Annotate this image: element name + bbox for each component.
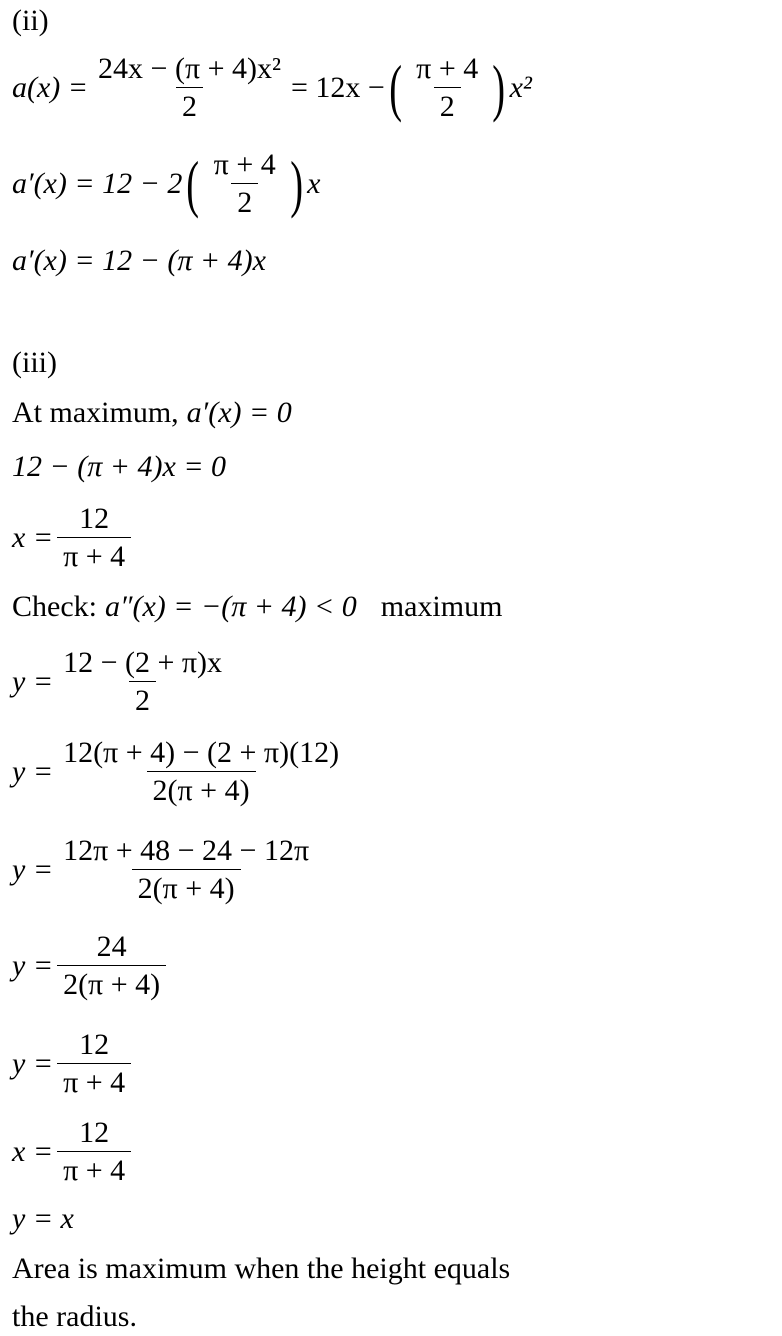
part-iii-label-text: (iii): [12, 346, 57, 379]
left-paren: (: [389, 51, 402, 123]
at-maximum-math: a′(x) = 0: [186, 396, 292, 429]
at-maximum-text: At maximum,: [12, 396, 179, 429]
fraction-denominator: π + 4: [57, 1063, 131, 1099]
y-lhs: y =: [12, 664, 54, 698]
x-lhs: x =: [12, 1134, 54, 1168]
solve-equation-line: [12, 450, 226, 484]
right-paren: ): [492, 51, 506, 123]
a-prime-tail: x: [307, 166, 321, 200]
fraction-denominator: 2(π + 4): [132, 869, 241, 905]
a-of-x-lhs: a(x) =: [12, 70, 89, 104]
at-maximum-line: [12, 396, 292, 430]
fraction-numerator: π + 4: [416, 52, 479, 85]
fraction-denominator: 2: [231, 183, 258, 219]
fraction: [57, 834, 315, 905]
a-prime-simplified: a′(x) = 12 − (π + 4)x: [12, 244, 266, 277]
fraction: [208, 148, 282, 219]
fraction-denominator: 2(π + 4): [57, 965, 166, 1001]
conclusion-line-2: [12, 1300, 137, 1334]
fraction-numerator: 24: [96, 930, 127, 963]
y-equals-x-line: [12, 1202, 74, 1236]
a-prime-lhs: a′(x) = 12 − 2: [12, 166, 183, 200]
check-line: [12, 590, 502, 624]
y-lhs: y =: [12, 948, 54, 982]
fraction-denominator: π + 4: [57, 537, 131, 573]
y-expression-2: [12, 736, 349, 807]
fraction: [410, 52, 484, 123]
x-lhs: x =: [12, 520, 54, 554]
y-expression-4: [12, 930, 170, 1001]
fraction: [57, 930, 166, 1001]
fraction-denominator: π + 4: [57, 1151, 131, 1187]
fraction-numerator: 12: [79, 1116, 110, 1149]
equation-a-prime-1: [12, 148, 320, 219]
fraction: [57, 1028, 131, 1099]
fraction-denominator: 2: [129, 681, 156, 717]
fraction: [57, 502, 131, 573]
y-equals-x: y = x: [12, 1202, 74, 1235]
y-expression-5: [12, 1028, 135, 1099]
fraction-numerator: 12π + 48 − 24 − 12π: [63, 834, 310, 867]
fraction-denominator: 2: [176, 87, 203, 123]
fraction-numerator: 12: [79, 1028, 110, 1061]
y-expression-1: [12, 646, 232, 717]
fraction-numerator: 12 − (2 + π)x: [63, 646, 223, 679]
conclusion-text-1: Area is maximum when the height equals: [12, 1252, 511, 1285]
y-lhs: y =: [12, 754, 54, 788]
fraction-denominator: 2: [434, 87, 461, 123]
check-math: a″(x) = −(π + 4) < 0: [104, 590, 357, 623]
check-conclusion: maximum: [380, 590, 503, 623]
fraction: [57, 736, 345, 807]
left-paren: (: [186, 147, 200, 219]
y-expression-3: [12, 834, 319, 905]
fraction-denominator: 2(π + 4): [147, 771, 256, 807]
part-ii-label-text: (ii): [12, 4, 49, 37]
fraction-numerator: 24x − (π + 4)x²: [98, 52, 282, 85]
fraction: [92, 52, 287, 123]
x-solution-line: [12, 502, 135, 573]
equation-a-of-x: [12, 52, 532, 123]
conclusion-text-2: the radius.: [12, 1300, 137, 1333]
equation-a-prime-2: [12, 244, 266, 278]
fraction: [57, 1116, 131, 1187]
check-label: Check:: [12, 590, 97, 623]
a-of-x-tail: x²: [509, 70, 532, 104]
fraction: [57, 646, 228, 717]
fraction-numerator: 12: [79, 502, 110, 535]
part-ii-label: [12, 4, 49, 38]
y-lhs: y =: [12, 852, 54, 886]
right-paren: ): [290, 147, 303, 219]
fraction-numerator: 12(π + 4) − (2 + π)(12): [63, 736, 340, 769]
a-of-x-middle: = 12x −: [291, 70, 385, 104]
y-lhs: y =: [12, 1046, 54, 1080]
solve-equation: 12 − (π + 4)x = 0: [12, 450, 227, 483]
conclusion-line-1: [12, 1252, 510, 1286]
fraction-numerator: π + 4: [213, 148, 276, 181]
part-iii-label: [12, 346, 57, 380]
x-expression-final: [12, 1116, 135, 1187]
